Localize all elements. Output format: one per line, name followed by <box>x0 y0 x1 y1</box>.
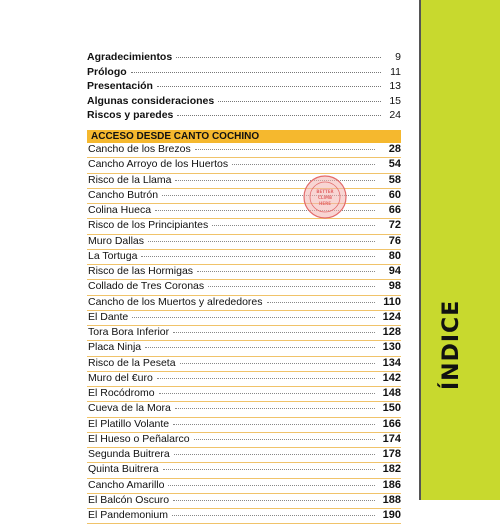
list-item <box>87 433 401 448</box>
intro-entries-list <box>87 51 401 124</box>
dot-leader <box>232 164 375 165</box>
entry-title: Muro del €uro <box>88 371 153 384</box>
list-item <box>87 204 401 219</box>
list-item <box>87 189 401 204</box>
intro-entry-title: Prólogo <box>87 65 127 78</box>
dot-leader <box>212 225 375 226</box>
entry-page: 142 <box>382 371 401 384</box>
entry-title: Quinta Buitrera <box>88 463 159 476</box>
dot-leader <box>267 302 375 303</box>
entry-page: 188 <box>382 493 401 506</box>
dot-leader <box>175 408 375 409</box>
list-item <box>87 158 401 173</box>
entry-page: 80 <box>388 249 401 262</box>
entry-page: 110 <box>383 295 401 308</box>
list-item <box>87 219 401 234</box>
intro-entry-title: Riscos y paredes <box>87 109 174 121</box>
intro-entry-page: 15 <box>389 94 401 107</box>
entry-page: 58 <box>388 173 401 186</box>
list-item <box>87 174 401 189</box>
entry-page: 76 <box>388 234 401 247</box>
list-item <box>87 509 401 524</box>
entry-page: 66 <box>388 204 401 216</box>
entry-page: 128 <box>382 326 401 338</box>
entry-title: El Pandemonium <box>88 509 168 521</box>
entry-title: Risco de los Principiantes <box>88 219 209 232</box>
entry-page: 98 <box>388 280 401 293</box>
dot-leader <box>145 347 375 348</box>
intro-entry <box>87 109 401 124</box>
list-item <box>87 235 401 250</box>
list-item <box>87 387 401 402</box>
dot-leader <box>195 149 375 150</box>
dot-leader <box>176 57 381 58</box>
dot-leader <box>173 424 375 425</box>
entry-title: El Platillo Volante <box>88 417 170 430</box>
dot-leader <box>173 332 375 333</box>
entry-title: Risco de la Peseta <box>88 356 176 369</box>
intro-entry-title: Agradecimientos <box>87 51 173 63</box>
entry-page: 148 <box>382 387 401 399</box>
dot-leader <box>131 72 381 73</box>
dot-leader <box>194 439 375 440</box>
list-item <box>87 372 401 387</box>
entry-page: 124 <box>382 310 401 323</box>
list-item <box>87 418 401 433</box>
dot-leader <box>208 286 375 287</box>
entry-page: 72 <box>388 219 401 232</box>
entry-page: 54 <box>388 158 401 171</box>
dot-leader <box>163 469 375 470</box>
intro-entry <box>87 80 401 95</box>
dot-leader <box>159 393 375 394</box>
section-title: ACCESO DESDE CANTO COCHINO <box>91 131 260 142</box>
dot-leader <box>157 378 375 379</box>
list-item <box>87 250 401 265</box>
list-item <box>87 143 401 158</box>
intro-entry-page: 24 <box>389 109 401 121</box>
dot-leader <box>197 271 375 272</box>
entry-page: 134 <box>382 356 401 369</box>
entry-page: 94 <box>388 265 401 277</box>
entry-title: Muro Dallas <box>88 234 145 247</box>
entry-page: 28 <box>388 143 401 155</box>
entry-page: 150 <box>382 402 401 415</box>
entry-title: Cancho Amarillo <box>88 478 165 491</box>
entry-title: Cancho Butrón <box>88 188 159 201</box>
entry-title: Cancho de los Brezos <box>88 143 191 155</box>
dot-leader <box>148 241 375 242</box>
intro-entry <box>87 95 401 110</box>
list-item <box>87 494 401 509</box>
entry-title: Cueva de la Mora <box>88 402 171 415</box>
list-item <box>87 280 401 295</box>
entry-title: Placa Ninja <box>88 341 142 354</box>
intro-entry <box>87 66 401 81</box>
entry-title: Tora Bora Inferior <box>88 326 170 338</box>
entry-page: 174 <box>382 432 401 445</box>
index-side-tab <box>419 0 500 500</box>
dot-leader <box>132 317 375 318</box>
svg-text:HERE: HERE <box>319 201 331 206</box>
svg-text:CLIMB: CLIMB <box>317 195 333 200</box>
entry-title: El Rocódromo <box>88 387 155 399</box>
svg-text:BETTER: BETTER <box>316 189 334 194</box>
list-item <box>87 357 401 372</box>
intro-entry-title: Algunas consideraciones <box>87 94 215 107</box>
index-tab-text: ÍNDICE <box>439 299 464 390</box>
dot-leader <box>168 485 375 486</box>
entry-page: 60 <box>388 188 401 201</box>
intro-entry <box>87 51 401 66</box>
entry-page: 130 <box>382 341 401 354</box>
dot-leader <box>172 515 375 516</box>
entry-title: Cancho Arroyo de los Huertos <box>88 158 229 171</box>
dot-leader <box>141 256 375 257</box>
intro-entry-page: 11 <box>390 65 401 78</box>
list-item <box>87 265 401 280</box>
dot-leader <box>218 101 381 102</box>
entry-title: El Dante <box>88 310 129 323</box>
section-header <box>87 130 401 143</box>
dot-leader <box>157 86 381 87</box>
dot-leader <box>177 115 381 116</box>
list-item <box>87 463 401 478</box>
list-item <box>87 402 401 417</box>
intro-entry-page: 9 <box>395 51 401 63</box>
dot-leader <box>180 363 375 364</box>
entry-title: Cancho de los Muertos y alrededores <box>88 295 263 308</box>
list-item <box>87 479 401 494</box>
list-item <box>87 448 401 463</box>
entry-title: El Balcón Oscuro <box>88 493 170 506</box>
entry-page: 190 <box>382 509 401 521</box>
entry-title: La Tortuga <box>88 249 138 262</box>
climbing-areas-list <box>87 143 401 524</box>
list-item <box>87 326 401 341</box>
entry-title: Colina Hueca <box>88 204 152 216</box>
entry-page: 178 <box>382 448 401 460</box>
entry-title: Risco de las Hormigas <box>88 265 194 277</box>
entry-title: Collado de Tres Coronas <box>88 280 205 293</box>
entry-title: Segunda Buitrera <box>88 448 170 460</box>
entry-page: 182 <box>382 463 401 476</box>
entry-title: El Hueso o Peñalarco <box>88 432 190 445</box>
entry-page: 186 <box>382 478 401 491</box>
list-item <box>87 311 401 326</box>
intro-entry-page: 13 <box>389 80 401 92</box>
list-item <box>87 341 401 356</box>
entry-page: 166 <box>382 417 401 430</box>
intro-entry-title: Presentación <box>87 80 153 92</box>
dot-leader <box>174 454 375 455</box>
stamp-seal <box>302 174 348 220</box>
entry-title: Risco de la Llama <box>88 173 172 186</box>
list-item <box>87 296 401 311</box>
